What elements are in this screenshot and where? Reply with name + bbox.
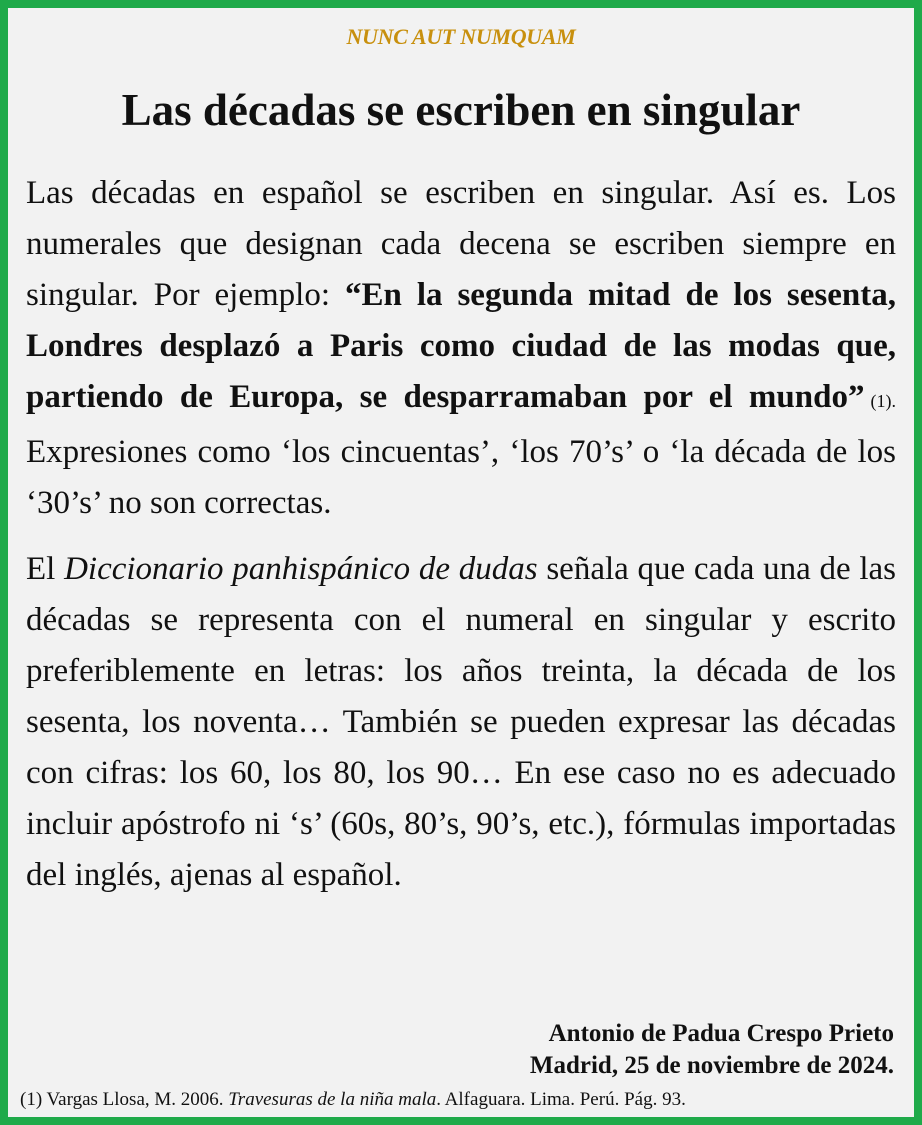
signature [530,1018,894,1082]
paragraph-2-lead: El [26,551,65,587]
place-date: Madrid, 25 de noviembre de 2024. [529,1052,894,1079]
footnote [20,1088,900,1112]
author-name: Antonio de Padua Crespo Prieto [548,1020,894,1047]
article-body [26,168,896,901]
footnote-citation: (1) Vargas Llosa, M. 2006. [20,1089,229,1110]
motto: NUNC AUT NUMQUAM [346,24,576,49]
footnote-book-title: Travesuras de la niña mala [228,1089,437,1110]
paragraph-2-rest: señala que cada una de las décadas se representa con el numeral en singular y escrito preferiblemente en letras: los años treinta, la década de los sesenta, los noventa… También se pueden expresar las décadas con cifras: los 60, los 80, los 90… En ese caso no es adecuado incluir apóstrofo ni ‘s’ (60s, 80’s, 90’s, etc.), fórmulas importadas del inglés, ajenas al español. [26,551,897,893]
dictionary-title: Diccionario panhispánico de dudas [64,551,538,587]
paragraph-1-intro: Las décadas en español se escriben en singular. Así es. Los numerales que designan cada decena se escriben siempre en singular. Por ejemplo: [26,175,896,313]
paragraph-1-rest: Expresiones como ‘los cincuentas’, ‘los 70’s’ o ‘la década de los ‘30’s’ no son correctas. [26,434,896,521]
footnote-publisher: . Alfaguara. Lima. Perú. Pág. 93. [436,1089,686,1110]
footnote-reference: (1). [870,391,896,411]
example-quote: “En la segunda mitad de los sesenta, Londres desplazó a Paris como ciudad de las modas que, partiendo de Europa, se desparramaban por el mundo” [26,277,896,415]
paragraph-2 [26,544,896,901]
page-title: Las décadas se escriben en singular [121,85,801,135]
paragraph-1 [26,168,896,529]
